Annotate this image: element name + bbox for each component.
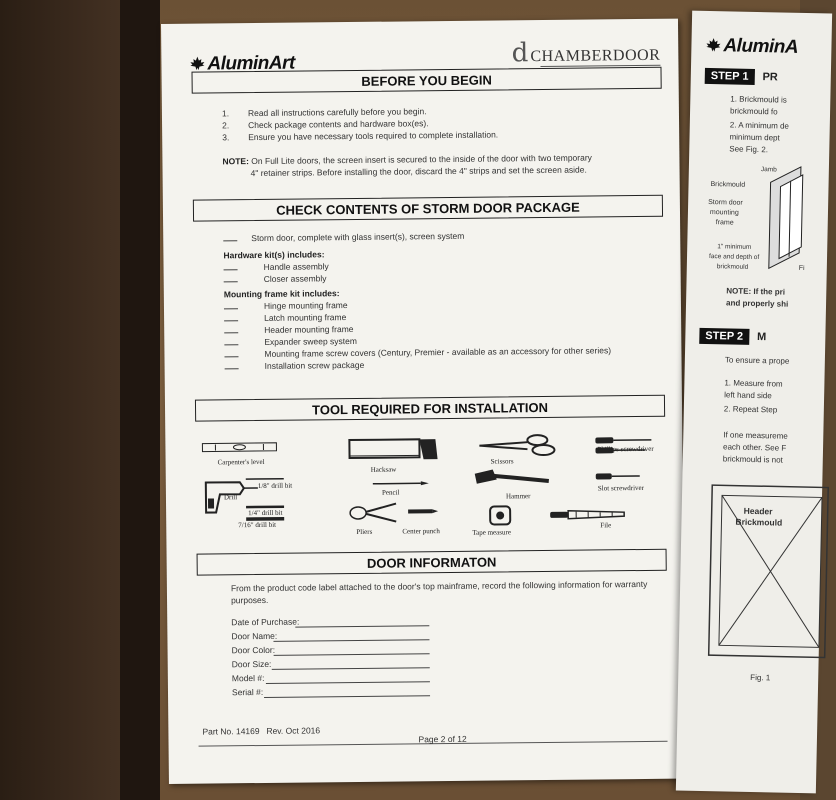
before-you-begin-banner	[192, 67, 662, 94]
mounting-item: Header mounting frame	[224, 324, 353, 336]
mounting-item: Latch mounting frame	[224, 312, 346, 324]
next-manual-page	[676, 11, 832, 794]
door-color-label: Door Color:	[231, 644, 276, 656]
step-2-more: each other. See F	[722, 442, 787, 453]
scissors-label: Scissors	[490, 457, 514, 466]
step-1-number: STEP 1	[705, 68, 755, 85]
model-field[interactable]	[266, 671, 430, 684]
step-1-line: 2. A minimum de	[729, 120, 790, 131]
hardware-item: Closer assembly	[224, 273, 327, 285]
fig1-caption: Fig. 1	[750, 672, 771, 683]
chamberdoor-mark: d	[511, 38, 529, 69]
fig-min-label-3: brickmould	[716, 263, 749, 271]
step-2-more: brickmould is not	[722, 454, 783, 465]
step-1-line: See Fig. 2.	[729, 144, 769, 155]
checkbox-line[interactable]	[224, 344, 238, 345]
fig-frame-label-3: frame	[715, 219, 734, 227]
mounting-item: Installation screw package	[225, 360, 365, 372]
checkbox-line[interactable]	[224, 356, 238, 357]
step-1-heading	[705, 67, 835, 88]
door-info-title: DOOR INFORMATON	[366, 554, 497, 571]
fig-frame-label-1: Storm door	[708, 198, 743, 207]
note-label: NOTE:	[222, 156, 249, 167]
serial-field[interactable]	[264, 685, 430, 698]
fig-caption-partial: Fi	[798, 264, 805, 273]
tools-title: TOOL REQUIRED FOR INSTALLATION	[311, 399, 549, 417]
checkbox-line[interactable]	[224, 320, 238, 321]
door-name-field[interactable]	[273, 629, 429, 642]
step-2-line: To ensure a prope	[724, 355, 790, 366]
door-color-field[interactable]	[274, 643, 430, 656]
hammer-label: Hammer	[505, 492, 531, 501]
door-info-intro-1: From the product code label attached to the door's top mainframe, record the following information for warranty	[230, 578, 648, 594]
slot-screwdriver-label: Slot screwdriver	[597, 483, 645, 493]
date-of-purchase-field[interactable]	[295, 615, 429, 627]
next-page-logo-text: AluminA	[723, 35, 799, 58]
fig-min-label-2: face and depth of	[708, 253, 760, 262]
aluminart-logo-text: AluminArt	[207, 52, 295, 75]
bit-14-label: 1/4" drill bit	[248, 508, 283, 518]
fig-jamb-label: Jamb	[760, 166, 777, 174]
file-label: File	[600, 521, 612, 530]
step-2-number: STEP 2	[699, 328, 749, 345]
checkbox-line[interactable]	[224, 281, 238, 282]
checkbox-line[interactable]	[223, 240, 237, 241]
scissors-icon	[477, 434, 557, 457]
contents-storm-door: Storm door, complete with glass insert(s), screen system	[223, 231, 464, 245]
pencil-icon	[371, 479, 431, 488]
mounting-item: Expander sweep system	[224, 336, 357, 348]
date-of-purchase-label: Date of Purchase:	[231, 616, 300, 628]
center-punch-label: Center punch	[402, 527, 440, 536]
maple-leaf-icon	[189, 57, 205, 71]
step-1-line: brickmould fo	[729, 106, 778, 117]
door-info-banner	[197, 549, 667, 576]
tape-measure-icon	[488, 504, 514, 526]
slot-screwdriver-icon	[594, 471, 642, 482]
tools-banner	[195, 395, 665, 422]
step-1-title: PR	[762, 71, 778, 84]
pliers-label: Pliers	[356, 527, 373, 536]
checkbox-line[interactable]	[224, 332, 238, 333]
hardware-item: Handle assembly	[223, 261, 328, 273]
step-2-more: If one measureme	[723, 430, 788, 441]
maple-leaf-icon	[705, 38, 721, 52]
fig1-header-label-1: Header	[743, 505, 773, 517]
revision: Rev. Oct 2016	[266, 725, 321, 736]
drill-label: Drill	[223, 493, 238, 502]
before-item-1: 1. Read all instructions carefully before you begin.	[221, 106, 427, 119]
mounting-item: Hinge mounting frame	[224, 300, 348, 312]
background-shadow-strip	[120, 0, 160, 800]
step-1-note-2: and properly shi	[725, 298, 789, 309]
fig-min-label-1: 1" minimum	[717, 243, 752, 251]
step-1-line: minimum dept	[729, 132, 780, 143]
manual-page	[161, 19, 686, 784]
step-2-heading	[699, 327, 829, 348]
hacksaw-icon	[345, 433, 441, 464]
pencil-label: Pencil	[381, 488, 400, 497]
serial-label: Serial #:	[231, 686, 264, 698]
next-page-logo	[705, 35, 798, 59]
part-number: Part No. 14169	[202, 726, 260, 737]
model-label: Model #:	[231, 672, 265, 684]
step-1-note-1: NOTE: If the pri	[726, 286, 786, 297]
contents-banner	[193, 195, 663, 222]
center-punch-icon	[406, 507, 440, 515]
chamberdoor-logo-text: CHAMBERDOOR	[530, 46, 661, 66]
mounting-item: Mounting frame screw covers (Century, Premier - available as an accessory for other series)	[224, 345, 611, 360]
pliers-icon	[348, 500, 398, 527]
before-you-begin-title: BEFORE YOU BEGIN	[361, 72, 492, 89]
step-2-title: M	[756, 331, 767, 344]
hacksaw-label: Hacksaw	[370, 465, 397, 474]
checkbox-line[interactable]	[224, 269, 238, 270]
hardware-heading: Hardware kit(s) includes:	[223, 249, 325, 261]
note-line-1: On Full Lite doors, the screen insert is secured to the inside of the door with two temporary	[251, 152, 592, 167]
step-2-line: 2. Repeat Step	[723, 404, 778, 415]
door-name-label: Door Name:	[231, 630, 278, 642]
fig-brickmould-label: Brickmould	[710, 181, 746, 189]
contents-title: CHECK CONTENTS OF STORM DOOR PACKAGE	[276, 199, 580, 218]
before-item-2: 2. Check package contents and hardware box(es).	[222, 118, 429, 131]
mounting-heading: Mounting frame kit includes:	[223, 288, 340, 300]
checkbox-line[interactable]	[225, 368, 239, 369]
level-icon	[201, 441, 277, 454]
before-item-3: 3. Ensure you have necessary tools required to complete installation.	[222, 129, 499, 143]
door-info-intro-2: purposes.	[230, 594, 269, 606]
phillips-label: Phillips screwdriver	[597, 444, 654, 454]
before-note-line-2: 4" retainer strips. Before installing the door, discard the 4" strips and set the screen aside.	[250, 164, 587, 179]
file-icon	[548, 507, 628, 522]
level-label: Carpenter's level	[217, 457, 265, 467]
bit-18-label: 1/8" drill bit	[257, 481, 293, 491]
tape-measure-label: Tape measure	[472, 528, 511, 537]
bit-716-label: 7/16" drill bit	[238, 520, 277, 530]
chamberdoor-logo	[512, 39, 661, 67]
step-2-line: 1. Measure from	[724, 378, 783, 389]
page-number: Page 2 of 12	[418, 733, 467, 745]
door-size-field[interactable]	[272, 657, 430, 670]
fig-frame-label-2: mounting	[709, 209, 739, 217]
fig1-header-label-2: Brickmould	[735, 516, 783, 528]
step-2-line: left hand side	[724, 390, 772, 401]
door-size-label: Door Size:	[231, 658, 272, 670]
step-1-line: 1. Brickmould is	[730, 94, 787, 105]
checkbox-line[interactable]	[224, 308, 238, 309]
